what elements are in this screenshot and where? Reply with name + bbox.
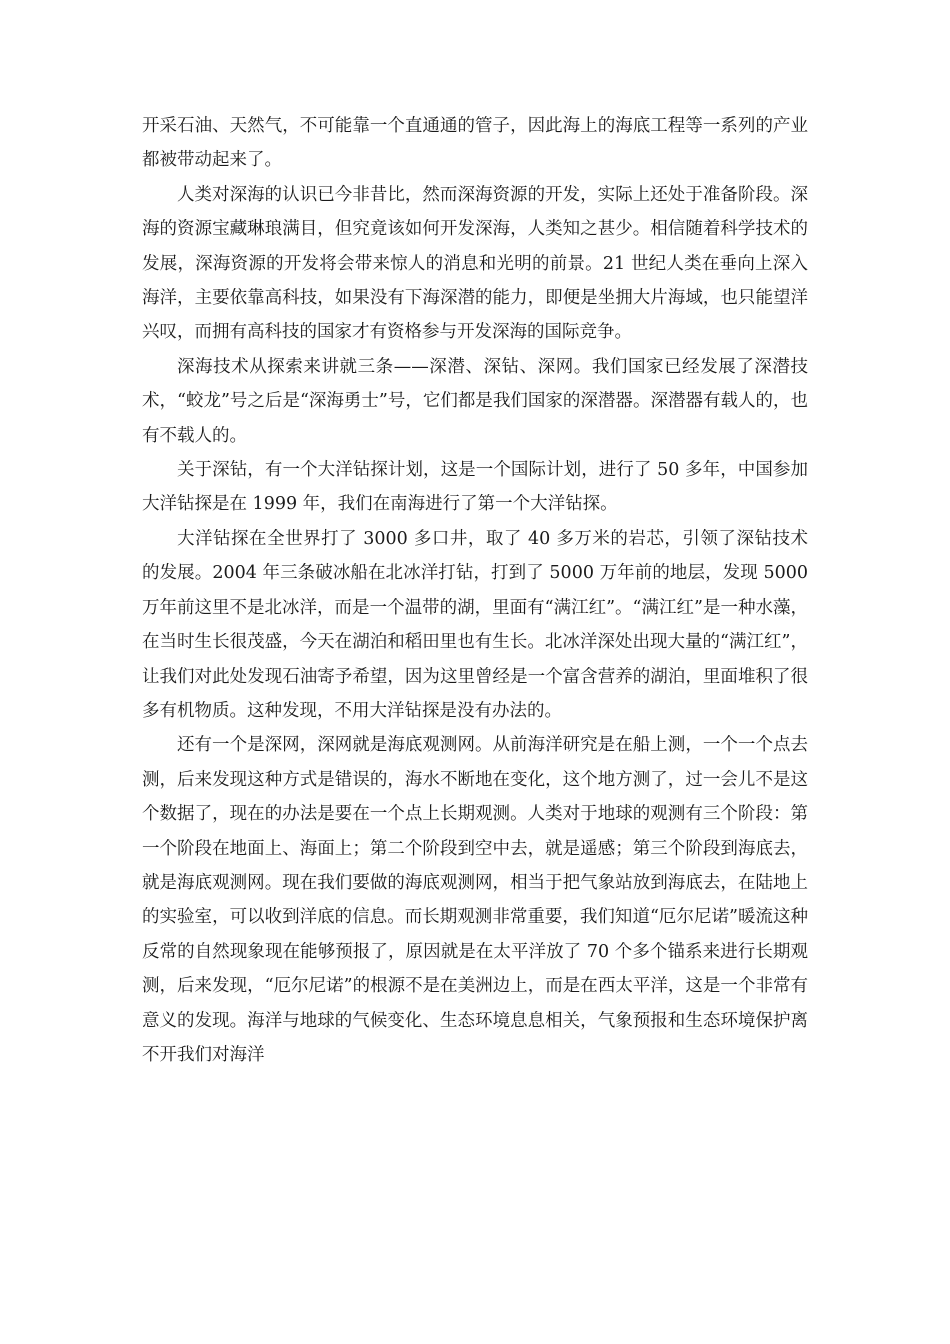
document-body: [142, 109, 808, 1072]
paragraph-1: 开采石油、天然气，不可能靠一个直通通的管子，因此海上的海底工程等一系列的产业都被带动起来了。: [142, 116, 808, 171]
paragraph-5: 大洋钻探在全世界打了 3000 多口井，取了 40 多万米的岩芯，引领了深钻技术的发展。2004 年三条破冰船在北冰洋打钻，打到了 5000 万年前的地层，发现 5000 万年前这里不是北冰洋，而是一个温带的湖，里面有“满江红”。“满江红”是一种水藻，在当时生长很茂盛，今天在湖泊和稻田里也有生长。北冰洋深处出现大量的“满江红”，让我们对此处发现石油寄予希望，因为这里曾经是一个富含营养的湖泊，里面堆积了很多有机物质。这种发现，不用大洋钻探是没有办法的。: [142, 528, 808, 721]
paragraph-3: 深海技术从探索来讲就三条——深潜、深钻、深网。我们国家已经发展了深潜技术，“蛟龙”号之后是“深海勇士”号，它们都是我们国家的深潜器。深潜器有载人的，也有不载人的。: [142, 356, 808, 446]
paragraph-2: 人类对深海的认识已今非昔比，然而深海资源的开发，实际上还处于准备阶段。深海的资源宝藏琳琅满目，但究竟该如何开发深海，人类知之甚少。相信随着科学技术的发展，深海资源的开发将会带来惊人的消息和光明的前景。21 世纪人类在垂向上深入海洋，主要依靠高科技，如果没有下海深潜的能力，即便是坐拥大片海域，也只能望洋兴叹，而拥有高科技的国家才有资格参与开发深海的国际竞争。: [142, 184, 808, 343]
paragraph-6: 还有一个是深网，深网就是海底观测网。从前海洋研究是在船上测，一个一个点去测，后来发现这种方式是错误的，海水不断地在变化，这个地方测了，过一会儿不是这个数据了，现在的办法是要在一个点上长期观测。人类对于地球的观测有三个阶段：第一个阶段在地面上、海面上；第二个阶段到空中去，就是遥感；第三个阶段到海底去，就是海底观测网。现在我们要做的海底观测网，相当于把气象站放到海底去，在陆地上的实验室，可以收到洋底的信息。而长期观测非常重要，我们知道“厄尔尼诺”暖流这种反常的自然现象现在能够预报了，原因就是在太平洋放了 70 个多个锚系来进行长期观测，后来发现，“厄尔尼诺”的根源不是在美洲边上，而是在西太平洋，这是一个非常有意义的发现。海洋与地球的气候变化、生态环境息息相关，气象预报和生态环境保护离不开我们对海洋: [142, 735, 808, 1065]
paragraph-4: 关于深钻，有一个大洋钻探计划，这是一个国际计划，进行了 50 多年，中国参加大洋钻探是在 1999 年，我们在南海进行了第一个大洋钻探。: [142, 460, 808, 515]
